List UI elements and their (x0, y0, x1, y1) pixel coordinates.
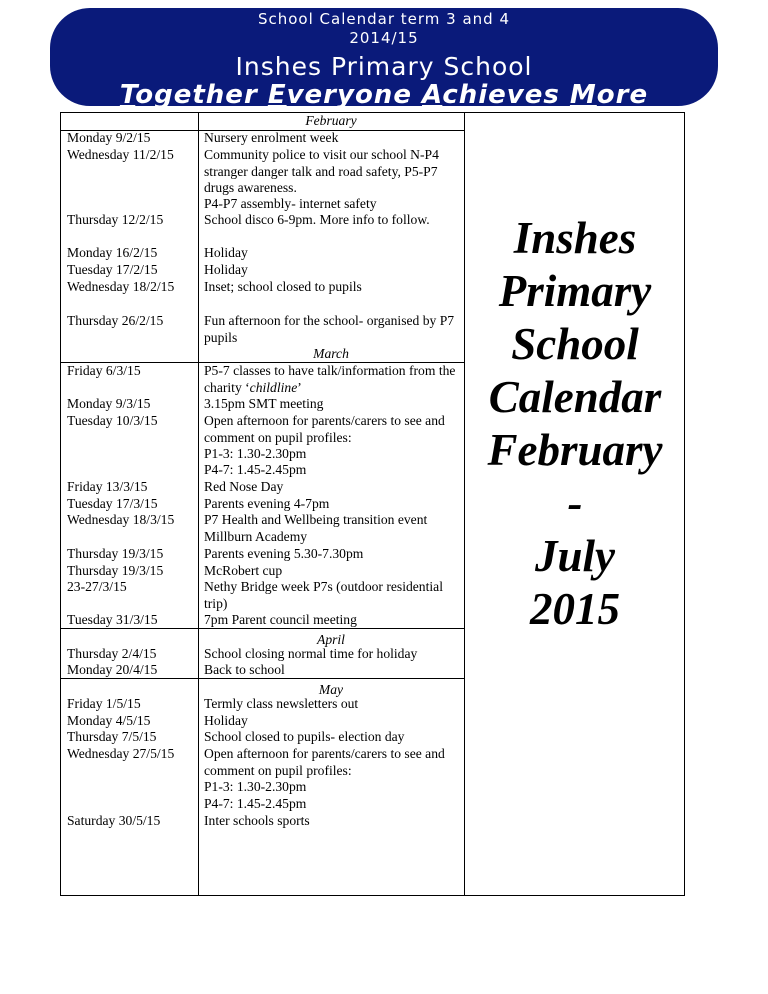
school-motto: Together Everyone Achieves More (119, 80, 649, 110)
month-heading-february: February (305, 113, 357, 128)
entry-date: Wednesday 18/2/15 (67, 279, 175, 294)
side-title-line: Calendar (488, 372, 662, 422)
entry-event: Holiday (204, 262, 248, 277)
entry-event: Holiday (204, 713, 248, 728)
entry-date: Wednesday 27/5/15 (67, 746, 175, 761)
school-year: 2014/15 (349, 29, 419, 47)
entry-event: School closing normal time for holiday (204, 646, 418, 661)
calendar-term-heading: School Calendar term 3 and 4 (257, 10, 511, 28)
side-title-line: Inshes (513, 213, 637, 263)
entry-date: Saturday 30/5/15 (67, 813, 161, 828)
school-name: Inshes Primary School (235, 52, 533, 81)
entry-event: P1-3: 1.30-2.30pm (204, 446, 307, 461)
side-title-line: School (511, 319, 639, 369)
entry-event: P7 Health and Wellbeing transition event Millburn Academy (204, 512, 428, 544)
entry-date: Tuesday 31/3/15 (67, 612, 158, 627)
entry-date: Thursday 12/2/15 (67, 212, 164, 227)
entry-event: P1-3: 1.30-2.30pm (204, 779, 307, 794)
entry-date: Tuesday 10/3/15 (67, 413, 158, 428)
entry-event: P4-7: 1.45-2.45pm (204, 796, 307, 811)
side-title-line: July (534, 531, 615, 581)
entry-event: Red Nose Day (204, 479, 284, 494)
entry-event: Fun afternoon for the school- organised by P7 pupils (204, 313, 455, 345)
side-title-line: Primary (498, 266, 652, 316)
entry-date: Monday 16/2/15 (67, 245, 158, 260)
entry-date: Thursday 19/3/15 (67, 546, 164, 561)
entry-event: Community police to visit our school N-P4 stranger danger talk and road safety, P5-P7 drugs awareness. (204, 147, 439, 195)
side-title (466, 212, 684, 636)
entry-date: Tuesday 17/3/15 (67, 496, 158, 511)
entry-event: P5-7 classes to have talk/information from the charity ‘childline’ (204, 363, 456, 395)
entry-date: Monday 20/4/15 (67, 662, 158, 677)
entry-event: P4-7: 1.45-2.45pm (204, 462, 307, 477)
entry-date: Thursday 26/2/15 (67, 313, 164, 328)
column-divider (198, 112, 199, 896)
entry-event: Inter schools sports (204, 813, 310, 828)
entry-event: Termly class newsletters out (204, 696, 359, 711)
entry-date: Wednesday 11/2/15 (67, 147, 174, 162)
entry-event: Inset; school closed to pupils (204, 279, 362, 294)
entry-event: Holiday (204, 245, 248, 260)
entry-event: McRobert cup (204, 563, 283, 578)
entry-event: 3.15pm SMT meeting (204, 396, 324, 411)
entry-event: Back to school (204, 662, 285, 677)
entry-event: Open afternoon for parents/carers to see and comment on pupil profiles: (204, 746, 445, 778)
entry-date: 23-27/3/15 (67, 579, 127, 594)
side-title-line: 2015 (530, 584, 620, 634)
header-banner (50, 8, 718, 110)
entry-date: Tuesday 17/2/15 (67, 262, 158, 277)
entry-event: School closed to pupils- election day (204, 729, 405, 744)
entry-event: Nursery enrolment week (204, 130, 339, 145)
entry-event: School disco 6-9pm. More info to follow. (204, 212, 430, 227)
entry-date: Monday 4/5/15 (67, 713, 151, 728)
month-heading-april: April (317, 632, 345, 647)
month-heading-may: May (318, 682, 344, 697)
entry-date: Monday 9/3/15 (67, 396, 151, 411)
side-title-line: February (487, 425, 663, 475)
entry-date: Thursday 7/5/15 (67, 729, 157, 744)
entry-date: Friday 6/3/15 (67, 363, 141, 378)
entry-event: Parents evening 4-7pm (204, 496, 330, 511)
entry-date: Friday 1/5/15 (67, 696, 141, 711)
entry-date: Thursday 2/4/15 (67, 646, 157, 661)
entry-event: Open afternoon for parents/carers to see and comment on pupil profiles: (204, 413, 445, 445)
entry-event: Parents evening 5.30-7.30pm (204, 546, 364, 561)
entry-date: Friday 13/3/15 (67, 479, 148, 494)
month-heading-march: March (313, 346, 349, 361)
entry-date: Monday 9/2/15 (67, 130, 151, 145)
entry-date: Thursday 19/3/15 (67, 563, 164, 578)
entry-event: Nethy Bridge week P7s (outdoor residential trip) (204, 579, 443, 611)
entry-event: P4-P7 assembly- internet safety (204, 196, 377, 211)
side-title-line: - (567, 478, 583, 528)
entry-date: Wednesday 18/3/15 (67, 512, 175, 527)
entry-event: 7pm Parent council meeting (204, 612, 357, 627)
column-divider (464, 112, 465, 896)
